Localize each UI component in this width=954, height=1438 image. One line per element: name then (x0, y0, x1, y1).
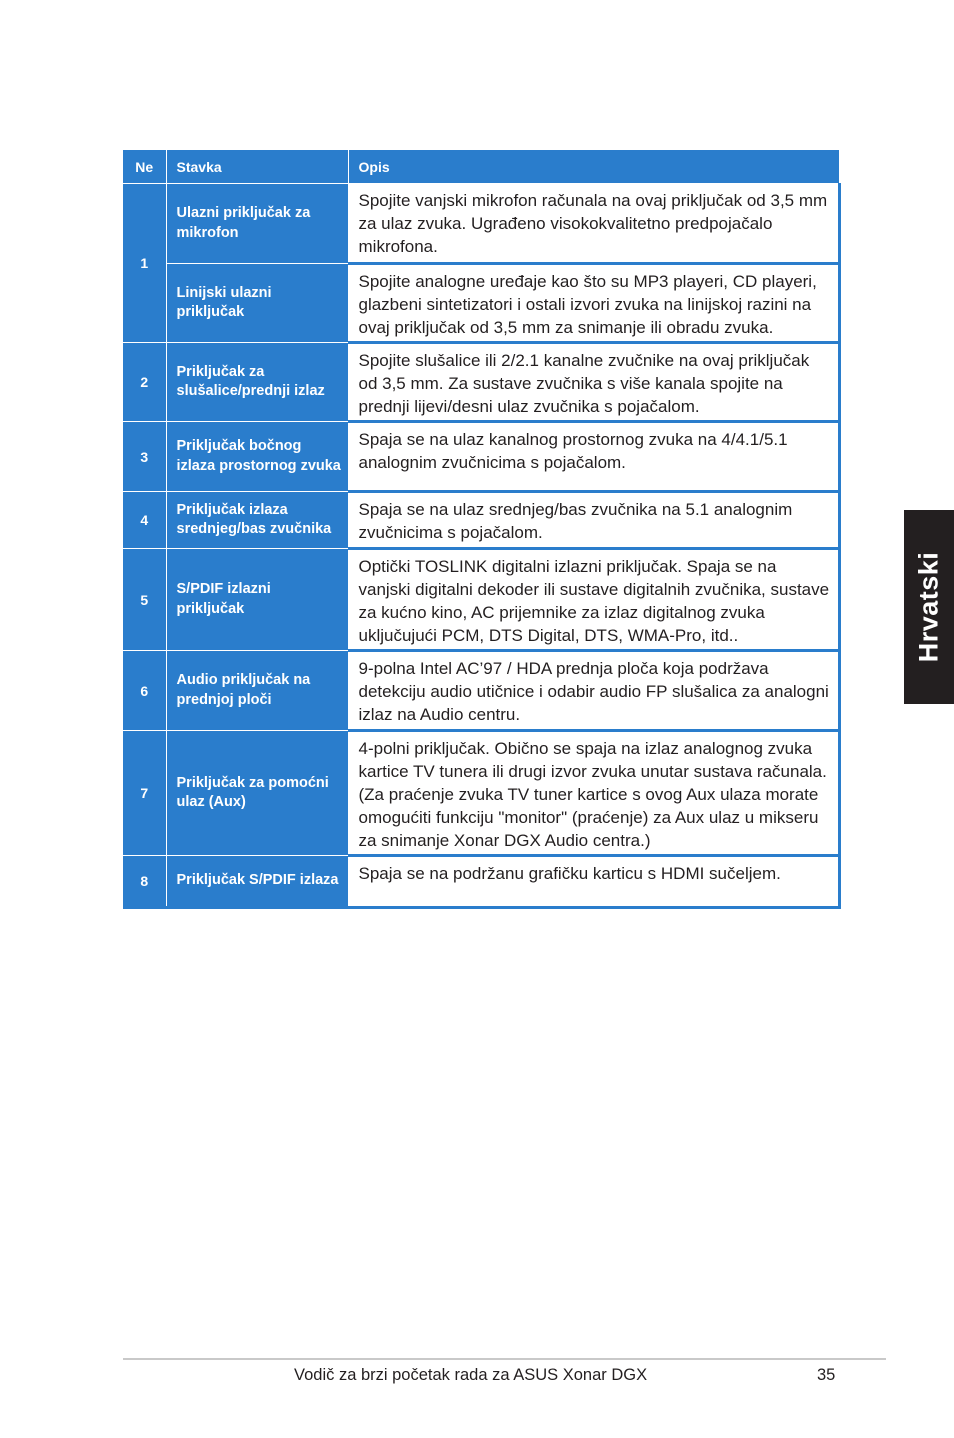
row-number: 8 (123, 856, 166, 908)
row-item: Priključak izlaza srednjeg/bas zvučnika (166, 492, 348, 549)
row-desc: Spojite vanjski mikrofon računala na ovaj priključak od 3,5 mm za ulaz zvuka. Ugrađeno visokokvalitetno predpojačalo mikrofona. (348, 184, 839, 264)
row-number: 3 (123, 422, 166, 492)
table-row (123, 651, 839, 731)
table-row (123, 492, 839, 549)
connector-spec-table (123, 150, 841, 909)
row-desc: Spaja se na podržanu grafičku karticu s HDMI sučeljem. (348, 856, 839, 908)
row-number: 5 (123, 549, 166, 651)
table-header-row (123, 150, 839, 184)
header-no: Ne (123, 150, 166, 184)
row-number: 6 (123, 651, 166, 731)
row-desc: Optički TOSLINK digitalni izlazni priključak. Spaja se na vanjski digitalni dekoder ili sustave digitalnih zvučnika, sustave za kućno kino, AC prijemnike za izlaz digitalnog zvuka uključujući PCM, DTS Digital, DTS, WMA-Pro, itd.. (348, 549, 839, 651)
table-row (123, 343, 839, 422)
row-desc: Spaja se na ulaz srednjeg/bas zvučnika na 5.1 analognim zvučnicima s pojačalom. (348, 492, 839, 549)
table-row (123, 549, 839, 651)
language-label: Hrvatski (913, 551, 944, 663)
footer-title: Vodič za brzi početak rada za ASUS Xonar DGX (294, 1366, 648, 1384)
row-number: 7 (123, 731, 166, 856)
table-row (123, 422, 839, 492)
row-number: 1 (123, 184, 166, 343)
row-desc: Spaja se na ulaz kanalnog prostornog zvuka na 4/4.1/5.1 analognim zvučnicima s pojačalom. (348, 422, 839, 492)
row-number: 2 (123, 343, 166, 422)
table-row (123, 856, 839, 908)
row-desc: Spojite analogne uređaje kao što su MP3 playeri, CD playeri, glazbeni sintetizatori i ostali izvori zvuka na linijskoj razini na ovaj priključak od 3,5 mm za snimanje ili obradu zvuka. (348, 264, 839, 343)
row-item: Ulazni priključak za mikrofon (166, 184, 348, 264)
row-item: Priključak za slušalice/prednji izlaz (166, 343, 348, 422)
language-side-tab (904, 510, 954, 704)
row-item: Priključak S/PDIF izlaza (166, 856, 348, 908)
table-row (123, 184, 839, 264)
header-item: Stavka (166, 150, 348, 184)
row-item: S/PDIF izlazni priključak (166, 549, 348, 651)
row-desc: 9-polna Intel AC’97 / HDA prednja ploča koja podržava detekciju audio utičnice i odabir audio FP slušalica za analogni izlaz na Audio centru. (348, 651, 839, 731)
page-number: 35 (817, 1366, 836, 1384)
row-desc: Spojite slušalice ili 2/2.1 kanalne zvučnike na ovaj priključak od 3,5 mm. Za sustave zvučnika s više kanala spojite na prednji lijevi/desni ulaz zvučnika s pojačalom. (348, 343, 839, 422)
table-row (123, 731, 839, 856)
row-number: 4 (123, 492, 166, 549)
row-desc: 4-polni priključak. Obično se spaja na izlaz analognog zvuka kartice TV tunera ili drugi izvor zvuka unutar sustava računala. (Za praćenje zvuka TV tuner kartice s ovog Aux ulaza morate omogućiti funkciju "monitor" (praćenje) za Aux ulaz u mikseru za snimanje Xonar DGX Audio centra.) (348, 731, 839, 856)
row-item: Audio priključak na prednjoj ploči (166, 651, 348, 731)
table-row (123, 264, 839, 343)
row-item: Linijski ulazni priključak (166, 264, 348, 343)
header-desc: Opis (348, 150, 839, 184)
row-item: Priključak bočnog izlaza prostornog zvuka (166, 422, 348, 492)
footer-divider (123, 1358, 886, 1360)
row-item: Priključak za pomoćni ulaz (Aux) (166, 731, 348, 856)
